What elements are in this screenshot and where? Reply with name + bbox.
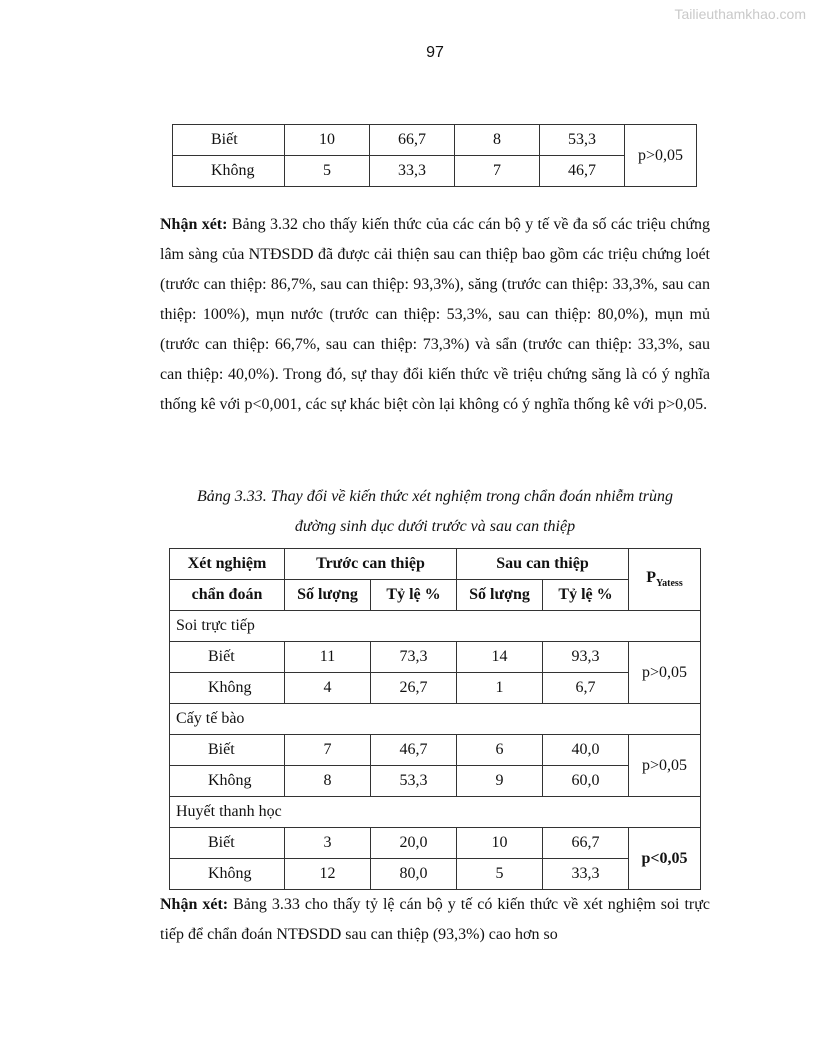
continued-table <box>172 124 697 187</box>
table-row <box>173 125 697 156</box>
row-label: Không <box>170 673 285 704</box>
table-cell: 53,3 <box>540 125 625 156</box>
table-row <box>170 735 701 766</box>
p-value-cell: p>0,05 <box>629 642 701 704</box>
page-number: 97 <box>426 44 444 61</box>
table-cell: 80,0 <box>371 859 457 890</box>
remark-label: Nhận xét: <box>160 896 229 913</box>
row-label: Không <box>173 156 285 187</box>
column-header-count: Số lượng <box>457 580 543 611</box>
header-row <box>170 549 701 580</box>
remark-paragraph <box>160 210 710 420</box>
group-label: Cấy tế bào <box>170 704 701 735</box>
test-knowledge-table <box>169 548 701 890</box>
table-cell: 66,7 <box>543 828 629 859</box>
group-row <box>170 611 701 642</box>
table-row <box>173 156 697 187</box>
table-cell: 6,7 <box>543 673 629 704</box>
remark-text: Bảng 3.32 cho thấy kiến thức của các cán bộ y tế về đa số các triệu chứng lâm sàng của NTĐSDD đã được cải thiện sau can thiệp bao gồm các triệu chứng loét (trước can thiệp: 86,7%, sau can thiệp: 93,3%), săng (trước can thiệp: 33,3%, sau can thiệp: 100%), mụn nước (trước can thiệp: 53,3%, sau can thiệp: 80,0%), mụn mủ (trước can thiệp: 66,7%, sau can thiệp: 73,3%) và sẩn (trước can thiệp: 33,3%, sau can thiệp: 40,0%). Trong đó, sự thay đổi kiến thức về triệu chứng săng là có ý nghĩa thống kê với p<0,001, các sự khác biệt còn lại không có ý nghĩa thống kê với p>0,05. <box>160 216 711 413</box>
group-row <box>170 797 701 828</box>
remark-label: Nhận xét: <box>160 216 228 233</box>
row-label: Biết <box>170 642 285 673</box>
table-cell: 66,7 <box>370 125 455 156</box>
table-row <box>170 766 701 797</box>
table-cell: 93,3 <box>543 642 629 673</box>
group-row <box>170 704 701 735</box>
table-cell: 5 <box>457 859 543 890</box>
row-label: Biết <box>170 735 285 766</box>
table-cell: 46,7 <box>371 735 457 766</box>
table-cell: 73,3 <box>371 642 457 673</box>
group-label: Soi trực tiếp <box>170 611 701 642</box>
table-cell: 10 <box>457 828 543 859</box>
p-value-cell: p>0,05 <box>629 735 701 797</box>
caption-line: đường sinh dục dưới trước và sau can thiệp <box>294 518 576 535</box>
table-cell: 33,3 <box>370 156 455 187</box>
table-cell: 7 <box>285 735 371 766</box>
table-cell: 3 <box>285 828 371 859</box>
remark-text: Bảng 3.33 cho thấy tỷ lệ cán bộ y tế có kiến thức về xét nghiệm soi trực tiếp để chẩn đoán NTĐSDD sau can thiệp (93,3%) cao hơn so <box>160 896 710 943</box>
table-cell: 53,3 <box>371 766 457 797</box>
caption-line: Bảng 3.33. Thay đổi về kiến thức xét nghiệm trong chẩn đoán nhiễm trùng <box>196 488 674 505</box>
column-header-before: Trước can thiệp <box>285 549 457 580</box>
column-header-count: Số lượng <box>285 580 371 611</box>
column-header-test: Xét nghiệm <box>170 549 285 580</box>
table-row <box>170 642 701 673</box>
table-cell: 46,7 <box>540 156 625 187</box>
p-value-cell: p>0,05 <box>625 125 697 187</box>
watermark: Tailieuthamkhao.com <box>674 6 806 22</box>
column-header-test-line2: chẩn đoán <box>170 580 285 611</box>
table-cell: 8 <box>455 125 540 156</box>
column-header-p: $P_{Yatess}$ <box>629 549 701 611</box>
header-row <box>170 580 701 611</box>
row-label: Không <box>170 766 285 797</box>
table-caption <box>160 482 710 542</box>
table-cell: 33,3 <box>543 859 629 890</box>
table-cell: 12 <box>285 859 371 890</box>
row-label: Biết <box>173 125 285 156</box>
group-label: Huyết thanh học <box>170 797 701 828</box>
row-label: Biết <box>170 828 285 859</box>
table-cell: 10 <box>285 125 370 156</box>
row-label: Không <box>170 859 285 890</box>
remark-paragraph <box>160 890 710 950</box>
table-cell: 8 <box>285 766 371 797</box>
column-header-rate: Tỷ lệ % <box>371 580 457 611</box>
table-cell: 9 <box>457 766 543 797</box>
p-value-cell-significant: p<0,05 <box>629 828 701 890</box>
table-row <box>170 673 701 704</box>
table-cell: 60,0 <box>543 766 629 797</box>
table-row <box>170 859 701 890</box>
table-cell: 26,7 <box>371 673 457 704</box>
column-header-rate: Tỷ lệ % <box>543 580 629 611</box>
table-cell: 5 <box>285 156 370 187</box>
table-cell: 11 <box>285 642 371 673</box>
table-cell: 40,0 <box>543 735 629 766</box>
table-cell: 7 <box>455 156 540 187</box>
table-cell: 4 <box>285 673 371 704</box>
table-cell: 1 <box>457 673 543 704</box>
table-cell: 14 <box>457 642 543 673</box>
table-row <box>170 828 701 859</box>
table-cell: 6 <box>457 735 543 766</box>
table-cell: 20,0 <box>371 828 457 859</box>
column-header-after: Sau can thiệp <box>457 549 629 580</box>
